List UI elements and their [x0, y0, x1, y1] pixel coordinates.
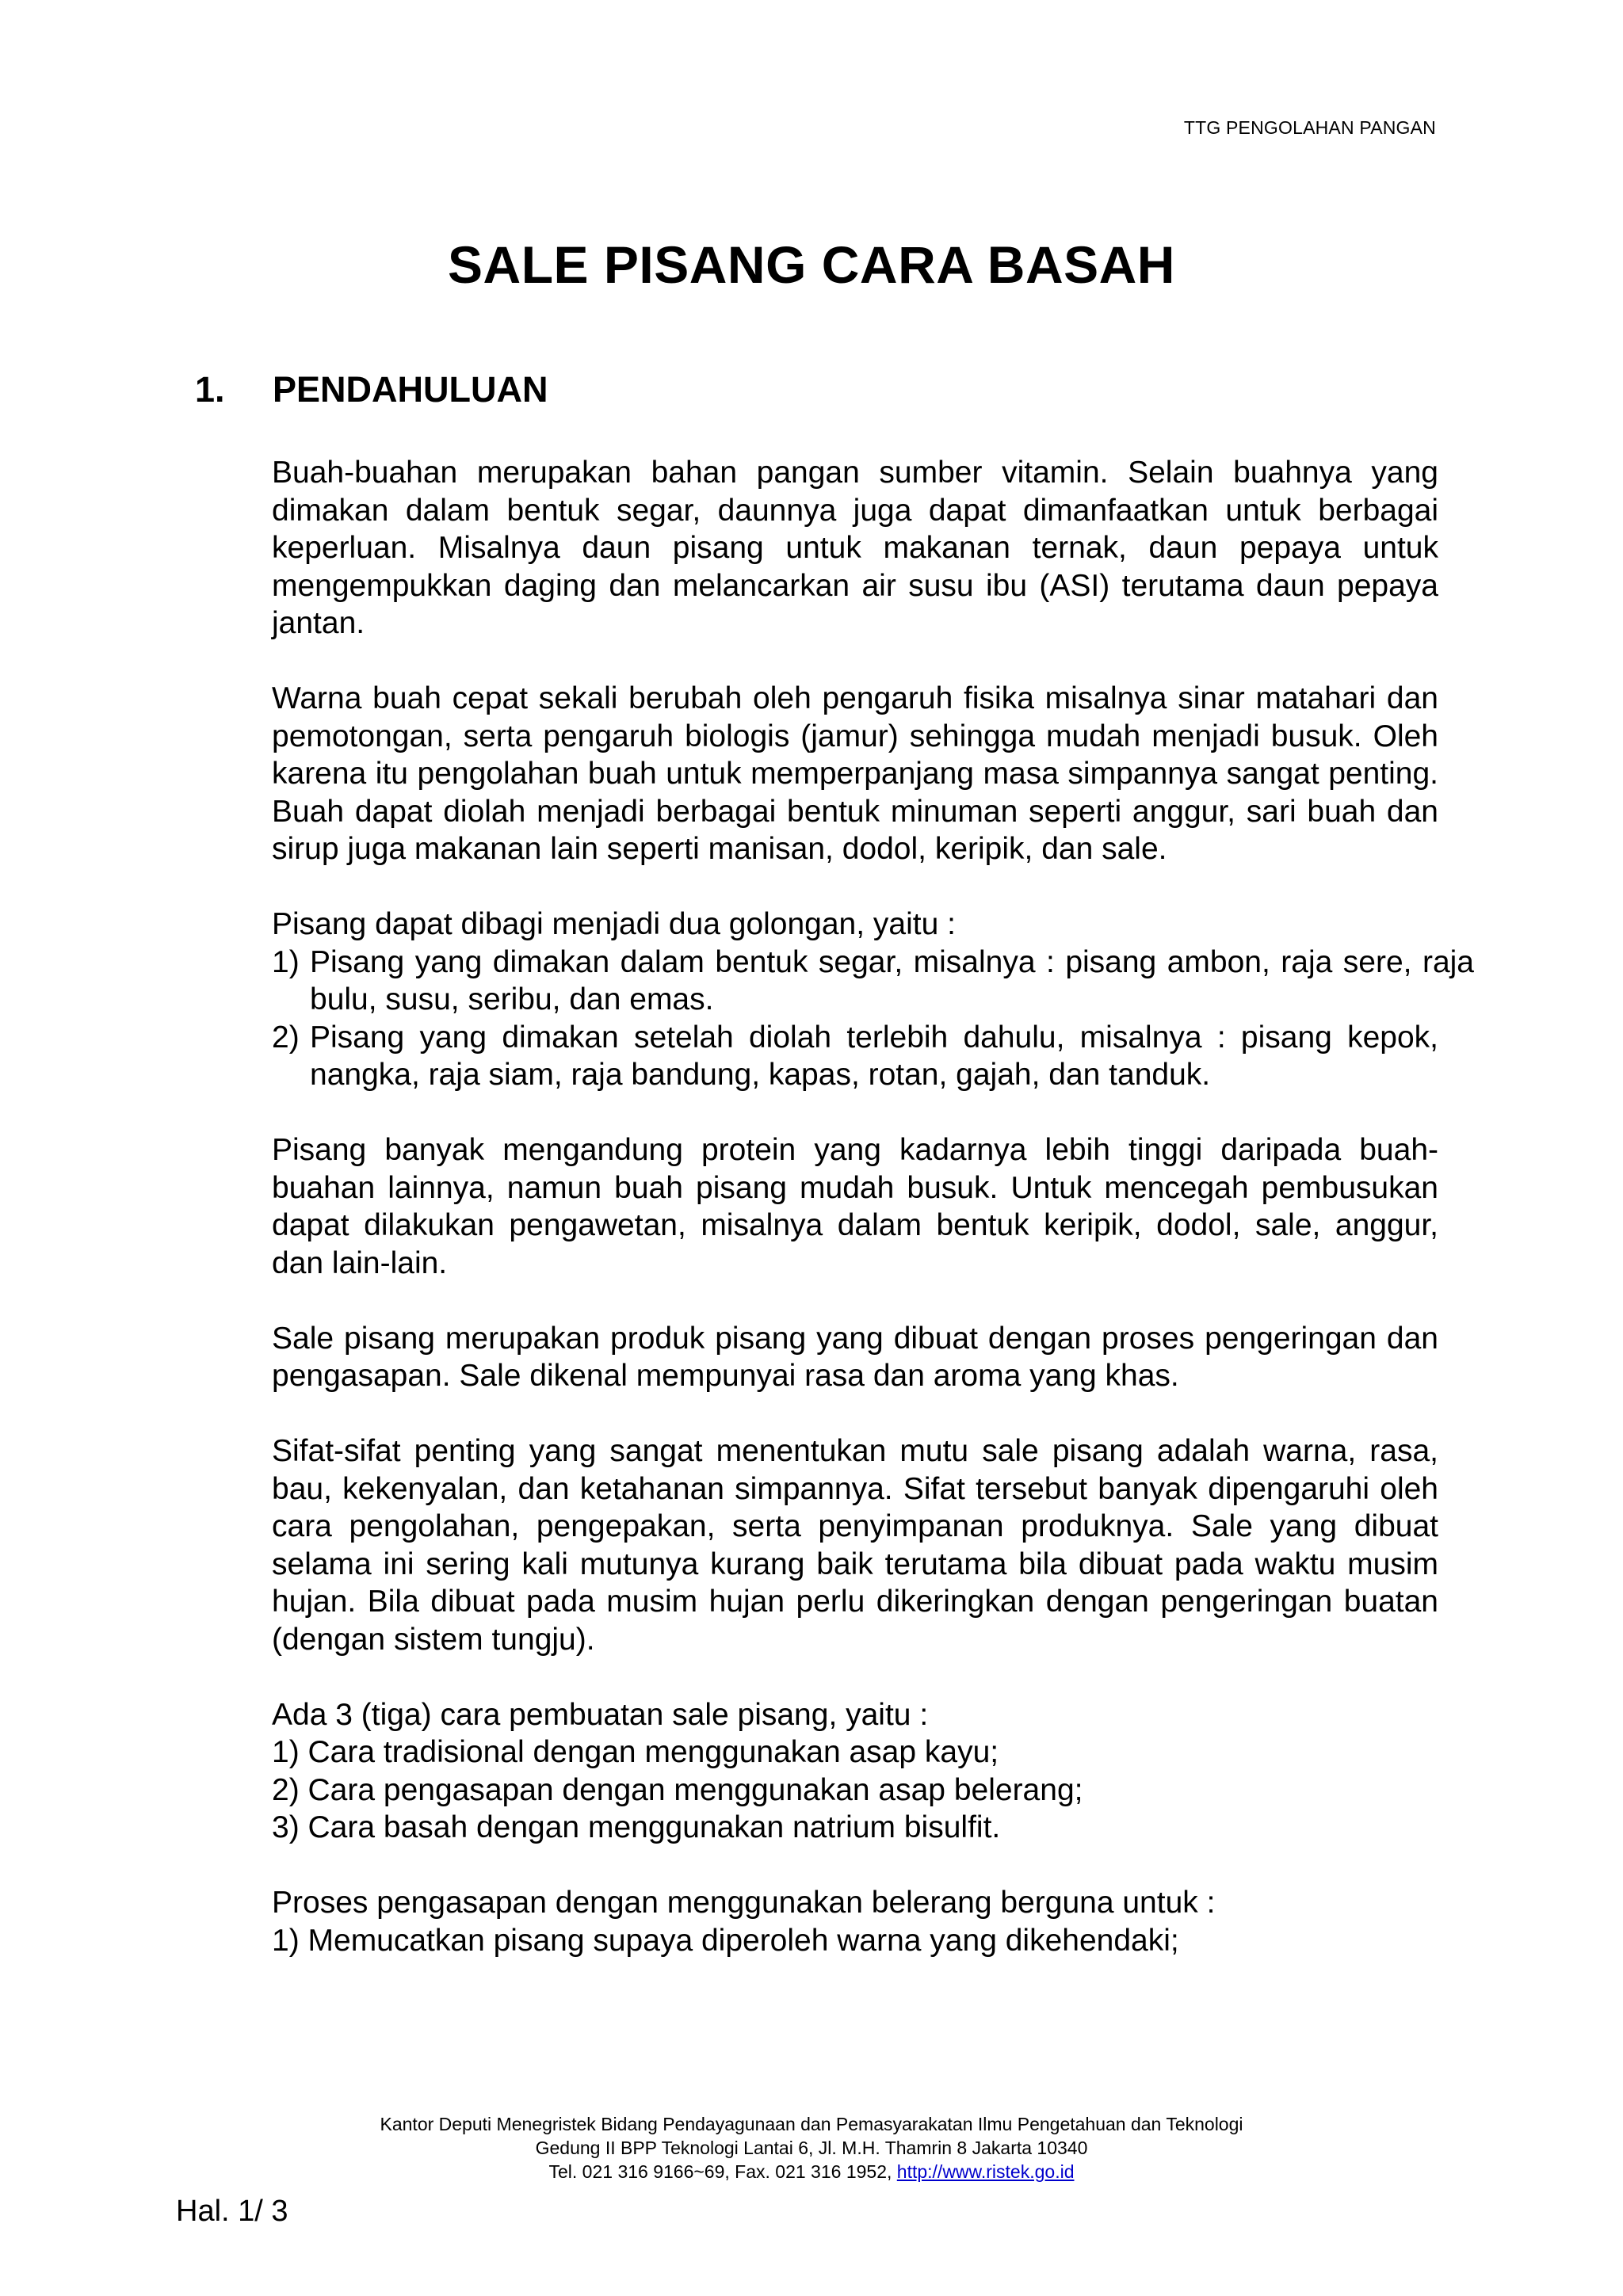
- list-item: [272, 1019, 1438, 1094]
- list-item: 1) Memucatkan pisang supaya diperoleh warna yang dikehendaki;: [272, 1923, 1179, 1958]
- banana-groups-block: [272, 906, 1474, 1094]
- list-item: 1) Cara tradisional dengan menggunakan asap kayu;: [272, 1735, 999, 1769]
- document-body: [272, 454, 1474, 1959]
- methods-block: [272, 1696, 1438, 1847]
- paragraph-intro: Buah-buahan merupakan bahan pangan sumber vitamin. Selain buahnya yang dimakan dalam bentuk segar, daunnya juga dapat dimanfaatkan untuk berbagai keperluan. Misalnya daun pisang untuk makanan ternak, daun pepaya untuk mengempukkan daging dan melancarkan air susu ibu (ASI) terutama daun pepaya jantan.: [272, 456, 1438, 640]
- footer-contact-line: [0, 2160, 1623, 2183]
- list-item: 3) Cara basah dengan menggunakan natrium bisulfit.: [272, 1810, 1001, 1844]
- footer-address-line: Gedung II BPP Teknologi Lantai 6, Jl. M.H. Thamrin 8 Jakarta 10340: [535, 2138, 1088, 2158]
- list-item-text: Pisang yang dimakan setelah diolah terlebih dahulu, misalnya : pisang kepok, nangka, raja siam, raja bandung, kapas, rotan, gajah, dan tanduk.: [310, 1020, 1438, 1092]
- document-header-tag: TTG PENGOLAHAN PANGAN: [1183, 117, 1436, 138]
- page-number: Hal. 1/ 3: [176, 2195, 288, 2228]
- paragraph-fruit-color: Warna buah cepat sekali berubah oleh pengaruh fisika misalnya sinar matahari dan pemotongan, serta pengaruh biologis (jamur) sehingga mudah menjadi busuk. Oleh karena itu pengolahan buah untuk memperpanjang masa simpannya sangat penting. Buah dapat diolah menjadi berbagai bentuk minuman seperti anggur, sari buah dan sirup juga makanan lain seperti manisan, dodol, keripik, dan sale.: [272, 681, 1438, 866]
- section-number: 1.: [195, 369, 225, 410]
- list-marker: 1): [272, 944, 300, 979]
- section-heading: [195, 369, 548, 410]
- list-item: [272, 944, 1474, 1019]
- paragraph-protein: Pisang banyak mengandung protein yang kadarnya lebih tinggi daripada buah- buahan lainnya, namun buah pisang mudah busuk. Untuk mencegah pembusukan dapat dilakukan pengawetan, misalnya dalam bentuk keripik, dodol, sale, anggur, dan lain-lain.: [272, 1133, 1438, 1280]
- sulfur-smoking-block: [272, 1884, 1438, 1959]
- list-item: 2) Cara pengasapan dengan menggunakan asap belerang;: [272, 1772, 1083, 1807]
- document-title: SALE PISANG CARA BASAH: [448, 235, 1175, 294]
- document-footer: [0, 2112, 1623, 2183]
- methods-intro: Ada 3 (tiga) cara pembuatan sale pisang, yaitu :: [272, 1697, 929, 1732]
- sulfur-smoking-intro: Proses pengasapan dengan menggunakan belerang berguna untuk :: [272, 1886, 1216, 1920]
- footer-office-line: Kantor Deputi Menegristek Bidang Pendayagunaan dan Pemasyarakatan Ilmu Pengetahuan dan Teknologi: [380, 2114, 1243, 2134]
- paragraph-quality: Sifat-sifat penting yang sangat menentukan mutu sale pisang adalah warna, rasa, bau, kekenyalan, dan ketahanan simpannya. Sifat tersebut banyak dipengaruhi oleh cara pengolahan, pengepakan, serta penyimpanan produknya. Sale yang dibuat selama ini sering kali mutunya kurang baik terutama bila dibuat pada waktu musim hujan. Bila dibuat pada musim hujan perlu dikeringkan dengan pengeringan buatan (dengan sistem tungju).: [272, 1434, 1438, 1657]
- banana-groups-intro: Pisang dapat dibagi menjadi dua golongan, yaitu :: [272, 907, 956, 941]
- website-link[interactable]: http://www.ristek.go.id: [896, 2161, 1075, 2182]
- footer-phone-fax: Tel. 021 316 9166~69, Fax. 021 316 1952,: [548, 2161, 897, 2182]
- list-item-text: Pisang yang dimakan dalam bentuk segar, misalnya : pisang ambon, raja sere, raja bulu, susu, seribu, dan emas.: [310, 944, 1474, 1016]
- list-marker: 2): [272, 1020, 300, 1055]
- section-title: PENDAHULUAN: [273, 369, 548, 410]
- paragraph-sale-definition: Sale pisang merupakan produk pisang yang dibuat dengan proses pengeringan dan pengasapan. Sale dikenal mempunyai rasa dan aroma yang khas.: [272, 1321, 1438, 1393]
